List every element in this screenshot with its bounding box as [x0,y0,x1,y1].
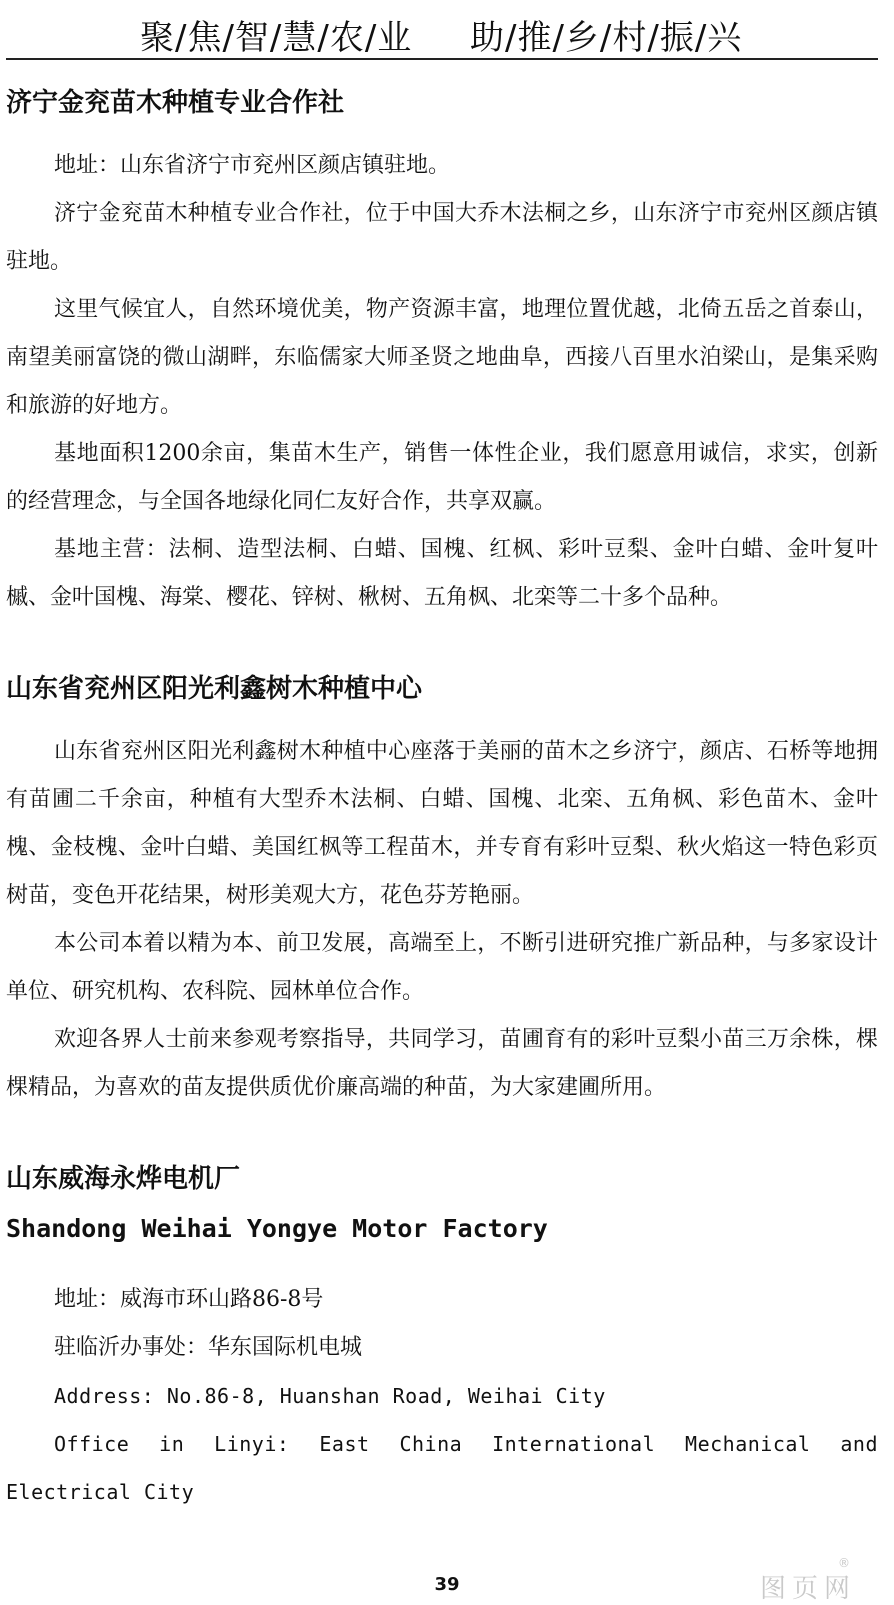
body-paragraph: 山东省兖州区阳光利鑫树木种植中心座落于美丽的苗木之乡济宁，颜店、石桥等地拥有苗圃二千余亩，种植有大型乔木法桐、白蜡、国槐、北栾、五角枫、彩色苗木、金叶槐、金枝槐、金叶白蜡、美国红枫等工程苗木，并专育有彩叶豆梨、秋火焰这一特色彩页树苗，变色开花结果，树形美观大方，花色芬芳艳丽。 [6,739,878,908]
header-divider [6,58,878,60]
watermark: 图页网 [760,1574,857,1604]
section-title: 山东省兖州区阳光利鑫树木种植中心 [6,674,423,704]
header-slogan-left: 聚/焦/智/慧/农/业 [140,18,413,58]
body-paragraph: 这里气候宜人，自然环境优美，物产资源丰富，地理位置优越，北倚五岳之首泰山，南望美丽富饶的微山湖畔，东临儒家大师圣贤之地曲阜，西接八百里水泊梁山，是集采购和旅游的好地方。 [6,297,878,418]
body-paragraph: 基地面积1200余亩，集苗木生产，销售一体性企业，我们愿意用诚信，求实，创新的经营理念，与全国各地绿化同仁友好合作，共享双赢。 [6,441,878,514]
body-paragraph: 济宁金兖苗木种植专业合作社，位于中国大乔木法桐之乡，山东济宁市兖州区颜店镇驻地。 [6,201,878,274]
page-header [0,0,894,58]
body-paragraph: 基地主营：法桐、造型法桐、白蜡、国槐、红枫、彩叶豆梨、金叶白蜡、金叶复叶槭、金叶国槐、海棠、樱花、锌树、楸树、五角枫、北栾等二十多个品种。 [6,537,878,610]
section-title: 山东威海永烨电机厂 [6,1164,241,1194]
address-paragraph: 地址：山东省济宁市兖州区颜店镇驻地。 [54,153,451,178]
english-address-paragraph: Address: No.86-8, Huanshan Road, Weihai City [54,1384,606,1408]
registered-mark-icon: ® [838,1556,850,1570]
english-office-paragraph: Office in Linyi: East China International Mechanical and Electrical City [6,1432,878,1504]
office-paragraph: 驻临沂办事处：华东国际机电城 [54,1335,363,1360]
address-paragraph: 地址：威海市环山路86-8号 [54,1287,324,1312]
page-number: 39 [434,1574,460,1595]
section-english-title: Shandong Weihai Yongye Motor Factory [6,1214,548,1243]
header-slogan-right: 助/推/乡/村/振/兴 [470,18,743,58]
body-paragraph: 本公司本着以精为本、前卫发展，高端至上，不断引进研究推广新品种，与多家设计单位、研究机构、农科院、园林单位合作。 [6,931,878,1004]
section-title: 济宁金兖苗木种植专业合作社 [6,88,345,118]
body-paragraph: 欢迎各界人士前来参观考察指导，共同学习，苗圃育有的彩叶豆梨小苗三万余株，棵棵精品，为喜欢的苗友提供质优价廉高端的种苗，为大家建圃所用。 [6,1027,878,1100]
